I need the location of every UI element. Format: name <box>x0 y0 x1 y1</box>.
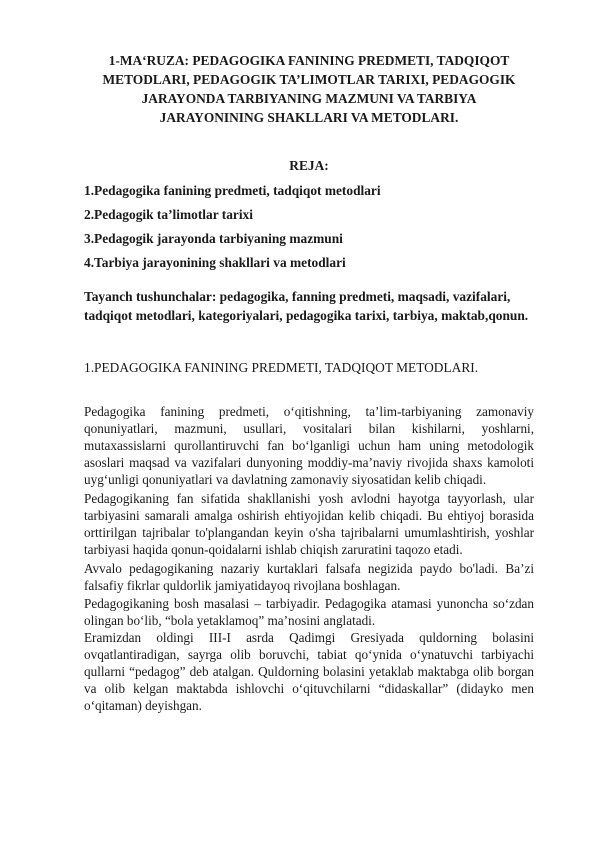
paragraph-line: Pedagogikaning bosh masalasi – tarbiyadir. Pedagogika atamasi yunoncha so‘zdan <box>84 596 534 611</box>
title-line: JARAYONINING SHAKLLARI VA METODLARI. <box>159 110 459 125</box>
paragraph-4 <box>84 595 534 629</box>
paragraph-line: ovqatlantiradigan, sayrga olib boruvchi, tabiat qo‘ynida o‘ynatuvchi tarbiyachi <box>84 647 534 662</box>
section-heading: 1.PEDAGOGIKA FANINING PREDMETI, TADQIQOT METODLARI. <box>84 360 479 375</box>
paragraph-line: qonuniyatlari, mazmuni, usullari, vositalari bilan kishilarni, yoshlarni, <box>84 421 534 436</box>
paragraph-line: tarbiyasi haqida qonun-qoidalarni ishlab chiqish zaruratini taqozo etadi. <box>84 542 463 557</box>
paragraph-line: Eramizdan oldingi III-I asrda Qadimgi Gresiyada quldorning bolasini <box>84 630 534 645</box>
paragraph-5 <box>84 629 534 714</box>
plan-heading: REJA: <box>289 158 329 173</box>
paragraph-line: mutaxassislarni qurollantiruvchi fan bo‘lganligi uchun ham uning metodologik <box>84 438 534 453</box>
paragraph-line: Avvalo pedagogikaning nazariy kurtaklari falsafa negizida paydo bo'ladi. Ba’zi <box>84 561 534 576</box>
paragraph-line: orttirilgan tajribalar to'plangandan keyin o'sha tajribalarni umumlashtirish, yoshlar <box>84 525 534 540</box>
plan-item: 1.Pedagogika fanining predmeti, tadqiqot metodlari <box>84 183 381 198</box>
plan-item: 4.Tarbiya jarayonining shakllari va metodlari <box>84 255 346 270</box>
paragraph-line: o‘qitaman) deyishgan. <box>84 698 202 713</box>
paragraph-line: va olib kelgan maktabda ishlovchi o‘qituvchilarni “didaskallar” (didayko men <box>84 681 534 696</box>
title-line: 1-MA‘RUZA: PEDAGOGIKA FANINING PREDMETI, TADQIQOT <box>108 53 510 68</box>
plan-item: 2.Pedagogik ta’limotlar tarixi <box>84 207 253 222</box>
plan-list <box>84 182 534 278</box>
paragraph-line: olingan bo‘lib, “bola yetaklamoq” ma’nosini anglatadi. <box>84 613 376 628</box>
lecture-title <box>84 51 534 127</box>
title-line: METODLARI, PEDAGOGIK TA’LIMOTLAR TARIXI, PEDAGOGIK <box>102 72 516 87</box>
paragraph-line: Pedagogika fanining predmeti, o‘qitishning, ta’lim-tarbiyaning zamonaviy <box>84 404 534 419</box>
title-line: JARAYONDA TARBIYANING MAZMUNI VA TARBIYA <box>141 91 477 106</box>
paragraph-line: asoslari maqsad va vazifalari dunyoning moddiy-ma’naviy rivojida shaxs kamoloti <box>84 455 534 470</box>
paragraph-line: tarbiyasini samarali amalga oshirish ehtiyojidan kelib chiqadi. Bu ehtiyoj borasida <box>84 508 534 523</box>
paragraph-line: Pedagogikaning fan sifatida shakllanishi yosh avlodni hayotga tayyorlash, ular <box>84 491 534 506</box>
paragraph-3 <box>84 560 534 594</box>
key-concepts-line: tadqiqot metodlari, kategoriyalari, pedagogika tarixi, tarbiya, maktab,qonun. <box>84 308 529 323</box>
key-concepts-line: Tayanch tushunchalar: pedagogika, fanning predmeti, maqsadi, vazifalari, <box>84 289 511 304</box>
paragraph-line: qullarni “pedagog” deb atalgan. Quldorning bolasini yetaklab maktabga olib borgan <box>84 664 534 679</box>
paragraph-line: uyg‘unligi qonuniyatlari va davlatning zamonaviy siyosatidan kelib chiqadi. <box>84 472 487 487</box>
key-concepts <box>84 287 534 325</box>
paragraph-line: falsafiy fikrlar quldorlik jamiyatidayoq rivojlana boshlagan. <box>84 578 401 593</box>
paragraph-2 <box>84 490 534 558</box>
paragraph-1 <box>84 403 534 488</box>
plan-item: 3.Pedagogik jarayonda tarbiyaning mazmuni <box>84 231 343 246</box>
